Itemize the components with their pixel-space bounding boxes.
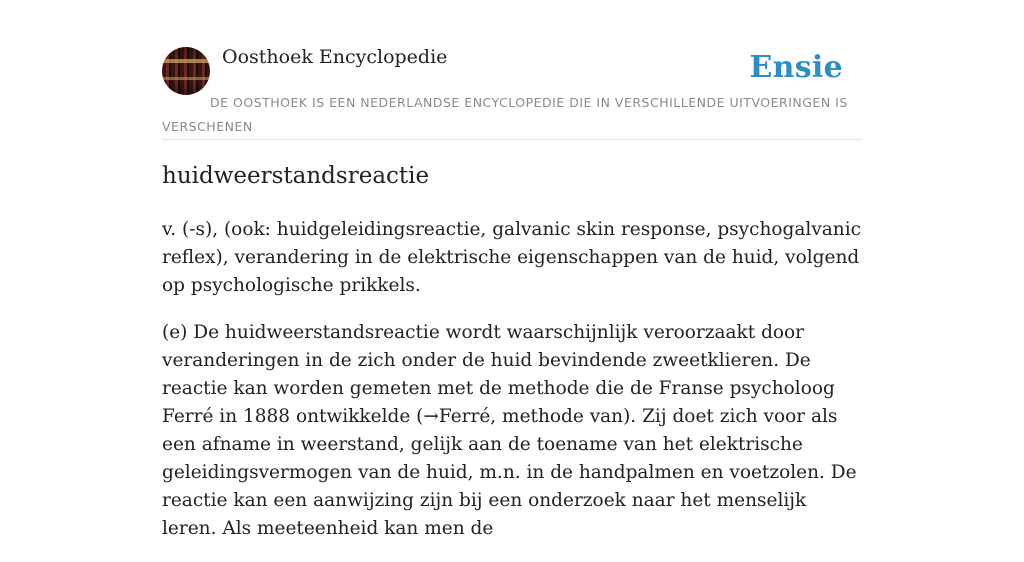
definition-paragraph: v. (-s), (ook: huidgeleidingsreactie, galvanic skin response, psychogalvanic reflex), verandering in de elektrische eigenschappen van de huid, volgend op psychologische prikkels. (162, 219, 861, 296)
page-title: huidweerstandsreactie (162, 163, 430, 189)
header-divider (162, 139, 862, 140)
site-tagline: DE OOSTHOEK IS EEN NEDERLANDSE ENCYCLOPEDIE DIE IN VERSCHILLENDE UITVOERINGEN IS VERSCHENEN (162, 95, 848, 134)
brand-logo[interactable]: Ensie (749, 50, 843, 85)
explanation-paragraph: (e) De huidweerstandsreactie wordt waarschijnlijk veroorzaakt door veranderingen in de zich onder de huid bevindende zweetklieren. De reactie kan worden gemeten met de methode die de Franse psycholoog Ferré in 1888 ontwikkelde (→Ferré, methode van). Zij doet zich voor als een afname in weerstand, gelijk aan de toename van het elektrische geleidingsvermogen van de huid, m.n. in de handpalmen en voetzolen. De reactie kan een aanwijzing zijn bij een onderzoek naar het menselijk leren. Als meeteenheid kan men de (162, 322, 857, 539)
site-name[interactable]: Oosthoek Encyclopedie (222, 46, 448, 68)
article-body (162, 216, 862, 562)
site-avatar[interactable] (162, 47, 210, 95)
